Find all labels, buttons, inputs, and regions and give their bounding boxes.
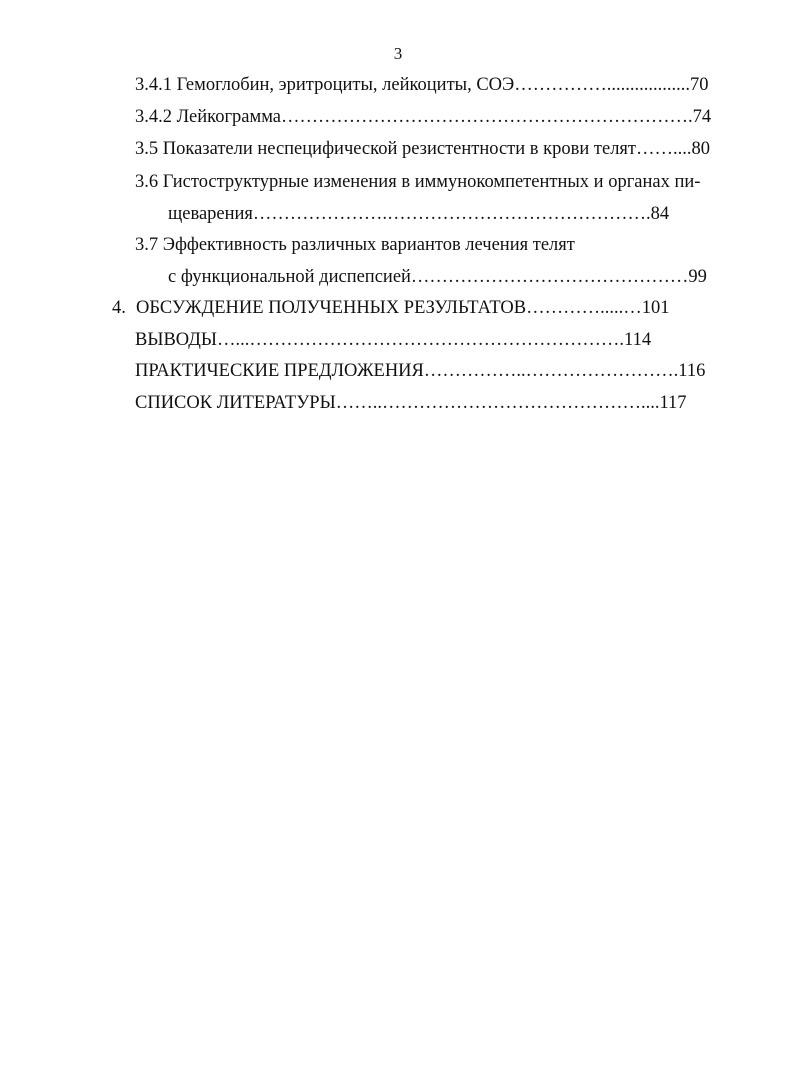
- toc-entry-4-title: ОБСУЖДЕНИЕ ПОЛУЧЕННЫХ РЕЗУЛЬТАТОВ………….....…101: [136, 298, 670, 318]
- toc-entry-3-7: 3.7 Эффективность различных вариантов лечения телят: [135, 235, 575, 255]
- toc-entry-4-number: 4.: [112, 298, 126, 318]
- toc-entry-3-7-continued: с функциональной диспепсией………………………………………99: [168, 267, 707, 287]
- toc-entry-3-6: 3.6 Гистоструктурные изменения в иммунокомпетентных и органах пи-: [135, 172, 701, 192]
- toc-entry-3-5: 3.5 Показатели неспецифической резистентности в крови телят……....80: [135, 139, 711, 159]
- toc-entry-3-4-2: 3.4.2 Лейкограмма………………………………………………………….74: [135, 107, 712, 127]
- toc-entry-references: СПИСОК ЛИТЕРАТУРЫ……..……………………………………....117: [135, 393, 687, 413]
- toc-entry-3-6-continued: щеварения………………….…………………………………….84: [168, 204, 670, 224]
- toc-entry-practical-suggestions: ПРАКТИЧЕСКИЕ ПРЕДЛОЖЕНИЯ……………..…………………….116: [135, 361, 706, 381]
- page-number: 3: [393, 44, 403, 63]
- toc-entry-4: [112, 296, 725, 320]
- toc-entry-3-4-1: 3.4.1 Гемоглобин, эритроциты, лейкоциты, СОЭ……………..................70: [135, 75, 709, 95]
- toc-entry-conclusions: ВЫВОДЫ…...…………………………………………………….114: [135, 330, 652, 350]
